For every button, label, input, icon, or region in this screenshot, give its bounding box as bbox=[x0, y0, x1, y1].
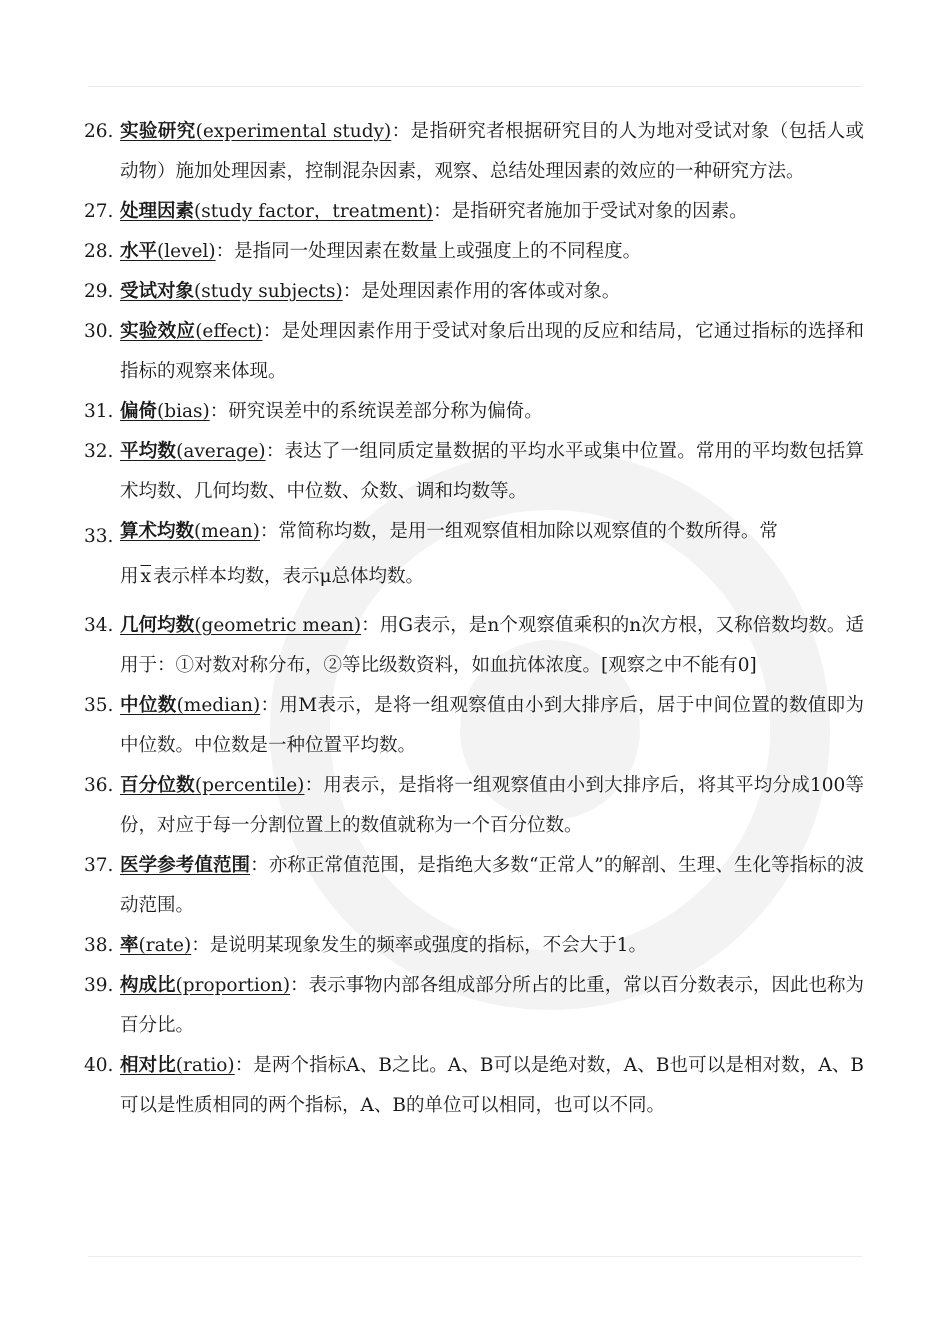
entry-number: 35. bbox=[84, 695, 114, 716]
entry-term: 百分位数(percentile) bbox=[120, 775, 305, 796]
entry-number: 29. bbox=[84, 281, 114, 302]
entry-term: 构成比(proportion) bbox=[120, 975, 291, 996]
entry-definition: ：是处理因素作用于受试对象后出现的反应和结局，它通过指标的选择和指标的观察来体现。 bbox=[120, 321, 864, 382]
entry-number: 33. bbox=[84, 526, 114, 547]
entry-number: 36. bbox=[84, 775, 114, 796]
entry-term: 率(rate) bbox=[120, 935, 192, 956]
entry-term: 水平(level) bbox=[120, 241, 216, 262]
entry-37 bbox=[84, 846, 864, 926]
entry-term: 处理因素(study factor，treatment) bbox=[120, 201, 434, 222]
entry-definition: ：是说明某现象发生的频率或强度的指标，不会大于1。 bbox=[191, 935, 647, 956]
entry-33 bbox=[84, 512, 864, 602]
entry-29 bbox=[84, 272, 864, 312]
entry-term: 实验研究(experimental study) bbox=[120, 121, 392, 142]
entry-definition: ：表示事物内部各组成部分所占的比重，常以百分数表示，因此也称为百分比。 bbox=[120, 975, 864, 1036]
entry-28 bbox=[84, 232, 864, 272]
entry-number: 39. bbox=[84, 975, 114, 996]
entry-term: 中位数(median) bbox=[120, 695, 261, 716]
entry-number: 40. bbox=[84, 1055, 114, 1076]
entry-number: 30. bbox=[84, 321, 114, 342]
entry-term: 偏倚(bias) bbox=[120, 401, 210, 422]
entry-term: 相对比(ratio) bbox=[120, 1055, 235, 1076]
page-bottom-rule bbox=[88, 1256, 862, 1257]
entry-term: 平均数(average) bbox=[120, 441, 266, 462]
entry-31 bbox=[84, 392, 864, 432]
entry-26 bbox=[84, 112, 864, 192]
entry-number: 26. bbox=[84, 121, 114, 142]
entry-38 bbox=[84, 926, 864, 966]
entry-definition: ：亦称正常值范围，是指绝大多数“正常人”的解剖、生理、生化等指标的波动范围。 bbox=[120, 855, 864, 916]
entry-definition: ：是指同一处理因素在数量上或强度上的不同程度。 bbox=[215, 241, 642, 262]
entry-definition: ：是两个指标A、B之比。A、B可以是绝对数，A、B也可以是相对数，A、B可以是性质相同的两个指标，A、B的单位可以相同，也可以不同。 bbox=[120, 1055, 864, 1116]
entry-number: 34. bbox=[84, 615, 114, 636]
entry-term: 实验效应(effect) bbox=[120, 321, 263, 342]
entry-definition: ：表达了一组同质定量数据的平均水平或集中位置。常用的平均数包括算术均数、几何均数、中位数、众数、调和均数等。 bbox=[120, 441, 864, 502]
entry-definition: ：是指研究者施加于受试对象的因素。 bbox=[433, 201, 748, 222]
entry-term: 几何均数(geometric mean) bbox=[120, 615, 362, 636]
entry-definition: ：用G表示，是n个观察值乘积的n次方根，又称倍数均数。适用于：①对数对称分布，②等比级数资料，如血抗体浓度。[观察之中不能有0] bbox=[120, 615, 864, 676]
entry-39 bbox=[84, 966, 864, 1046]
entry-definition: ：是指研究者根据研究目的人为地对受试对象（包括人或动物）施加处理因素，控制混杂因素，观察、总结处理因素的效应的一种研究方法。 bbox=[120, 121, 864, 182]
entry-number: 38. bbox=[84, 935, 114, 956]
entry-definition: ：常简称均数，是用一组观察值相加除以观察值的个数所得。常 bbox=[259, 521, 778, 542]
entry-term: 算术均数(mean) bbox=[120, 521, 260, 542]
entry-definition-cont: 用 bbox=[120, 566, 139, 587]
entry-number: 28. bbox=[84, 241, 114, 262]
entry-definition: ：研究误差中的系统误差部分称为偏倚。 bbox=[209, 401, 543, 422]
entry-definition-cont: 表示样本均数，表示μ总体均数。 bbox=[152, 566, 424, 587]
entry-35 bbox=[84, 686, 864, 766]
entry-number: 32. bbox=[84, 441, 114, 462]
glossary-list bbox=[84, 112, 864, 1126]
entry-36 bbox=[84, 766, 864, 846]
entry-term: 受试对象(study subjects) bbox=[120, 281, 343, 302]
entry-term: 医学参考值范围 bbox=[120, 855, 251, 876]
entry-number: 31. bbox=[84, 401, 114, 422]
page-top-rule bbox=[88, 86, 862, 87]
entry-40 bbox=[84, 1046, 864, 1126]
entry-definition: ：用表示，是指将一组观察值由小到大排序后，将其平均分成100等份，对应于每一分割位置上的数值就称为一个百分位数。 bbox=[120, 775, 864, 836]
x-bar-symbol: $\overline{x}$ bbox=[140, 566, 151, 587]
entry-34 bbox=[84, 606, 864, 686]
entry-30 bbox=[84, 312, 864, 392]
entry-32 bbox=[84, 432, 864, 512]
entry-number: 37. bbox=[84, 855, 114, 876]
entry-27 bbox=[84, 192, 864, 232]
entry-definition: ：用M表示，是将一组观察值由小到大排序后，居于中间位置的数值即为中位数。中位数是一种位置平均数。 bbox=[120, 695, 864, 756]
entry-number: 27. bbox=[84, 201, 114, 222]
entry-definition: ：是处理因素作用的客体或对象。 bbox=[342, 281, 621, 302]
